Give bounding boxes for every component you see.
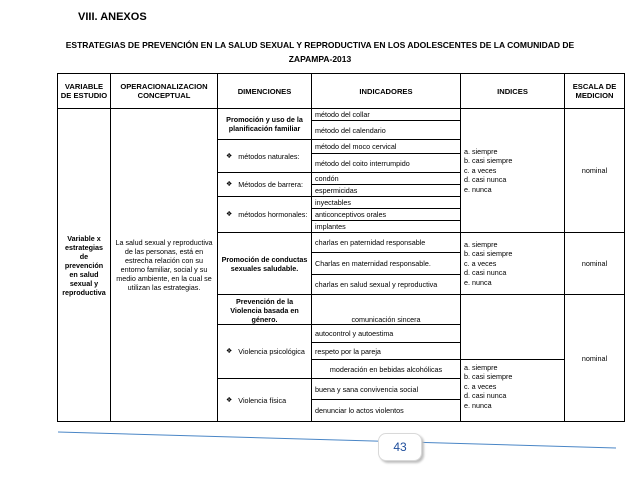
variable-cell: Variable x estrategias de prevención en salud sexual y reproductiva [58, 109, 111, 422]
indicator-cell: espermicidas [312, 185, 461, 197]
index-option: d. casi nunca [464, 391, 507, 401]
indicator-cell: respeto por la pareja [312, 343, 461, 360]
header-indicadores: INDICADORES [312, 74, 461, 109]
index-option: a. siempre [464, 146, 498, 156]
index-option: c. a veces [464, 381, 497, 391]
table-header-row [58, 74, 625, 109]
indicator-cell: Charlas en maternidad responsable. [312, 253, 461, 275]
indices-cell-2 [461, 233, 565, 295]
bullet-diamond-icon: ❖ [226, 211, 233, 218]
document-title [60, 38, 580, 66]
indicator-cell: anticonceptivos orales [312, 209, 461, 221]
index-option: b. casi siempre [464, 249, 513, 259]
index-option: e. nunca [464, 400, 492, 410]
document-title-line-2: ZAPAMPA-2013 [288, 54, 352, 64]
document-title-line-1: ESTRATEGIAS DE PREVENCIÓN EN LA SALUD SEXUAL Y REPRODUCTIVA EN LOS ADOLESCENTES DE LA COMUNIDAD DE [65, 40, 575, 50]
sub-dimension-label: Métodos de barrera: [238, 180, 304, 189]
index-option: d. casi nunca [464, 268, 507, 278]
bullet-diamond-icon: ❖ [226, 181, 233, 188]
page-number-badge [378, 433, 422, 461]
indices-cell-3 [461, 295, 565, 422]
sub-dimension-label: métodos naturales: [238, 151, 300, 161]
indicator-cell: método del moco cervical [312, 140, 461, 154]
header-indices: INDICES [461, 74, 565, 109]
indices-cell-1 [461, 109, 565, 233]
dimension-2-title: Promoción de conductas sexuales saludable. [218, 233, 312, 295]
scale-cell-1: nominal [565, 109, 625, 233]
index-option: d. casi nunca [464, 175, 507, 185]
bullet-diamond-icon: ❖ [226, 348, 233, 355]
indicator-cell: implantes [312, 221, 461, 233]
sub-dimension-label: métodos hormonales: [238, 210, 308, 219]
footer-divider [58, 430, 618, 450]
dimension-3-sub-2 [218, 379, 312, 422]
indicator-cell: charlas en paternidad responsable [312, 233, 461, 253]
header-escala: ESCALA DE MEDICION [565, 74, 625, 109]
operacionalizacion-cell: La salud sexual y reproductiva de las personas, está en estrecha relación con su entorno familiar, social y su medio ambiente, en la cual se utilizan las estrategias. [111, 109, 218, 422]
bullet-diamond-icon: ❖ [226, 152, 233, 160]
index-option: b. casi siempre [464, 372, 513, 382]
dimension-1-sub-1 [218, 140, 312, 173]
header-dimensiones: DIMENCIONES [218, 74, 312, 109]
indicator-cell: autocontrol y autoestima [312, 325, 461, 343]
dimension-3-sub-1 [218, 325, 312, 379]
index-option: a. siempre [464, 239, 498, 249]
indicator-cell: buena y sana convivencia social [312, 379, 461, 400]
sub-dimension-label: Violencia psicológica [238, 347, 305, 356]
header-operacionalizacion: OPERACIONALIZACION CONCEPTUAL [111, 74, 218, 109]
dimension-1-sub-3 [218, 197, 312, 233]
section-title: VIII. ANEXOS [78, 11, 147, 23]
dimension-1-sub-2 [218, 173, 312, 197]
index-option: a. siempre [464, 362, 498, 372]
operationalization-table [57, 73, 625, 422]
index-option: e. nunca [464, 184, 492, 194]
dimension-3-title: Prevención de la Violencia basada en género. [218, 295, 312, 325]
header-variable: VARIABLE DE ESTUDIO [58, 74, 111, 109]
indicator-cell: método del coito interrumpido [312, 154, 461, 173]
indicator-cell: moderación en bebidas alcohólicas [312, 360, 461, 379]
index-option: b. casi siempre [464, 156, 513, 166]
indicator-cell: charlas en salud sexual y reproductiva [312, 275, 461, 295]
indicator-cell: comunicación sincera [312, 295, 461, 325]
indicator-cell: denunciar lo actos violentos [312, 400, 461, 422]
indicator-cell: método del calendario [312, 121, 461, 140]
dimension-1-title: Promoción y uso de la planificación familiar [218, 109, 312, 140]
bullet-diamond-icon: ❖ [226, 396, 233, 404]
index-option: e. nunca [464, 277, 492, 287]
indicator-cell: método del collar [312, 109, 461, 121]
index-option: c. a veces [464, 165, 497, 175]
indicator-cell: condón [312, 173, 461, 185]
indicator-cell: inyectables [312, 197, 461, 209]
index-option: c. a veces [464, 258, 497, 268]
scale-cell-2: nominal [565, 233, 625, 295]
page-number: 43 [393, 440, 407, 454]
sub-dimension-label: Violencia física [238, 395, 287, 405]
scale-cell-3: nominal [565, 295, 625, 422]
